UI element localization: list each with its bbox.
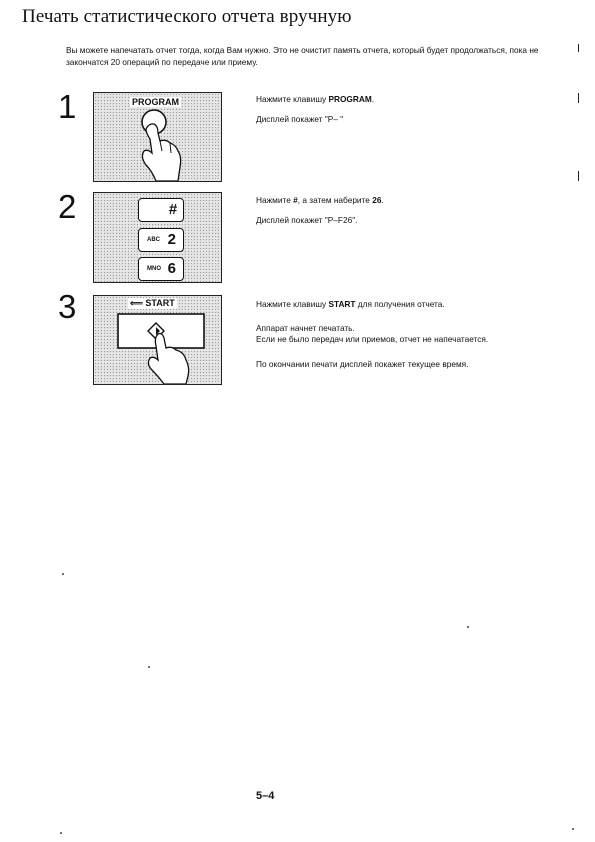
program-key-label: PROGRAM [132,97,179,107]
step-3-line-1-text: Нажмите клавишу [256,299,329,309]
step-2-line-1-text: Нажмите [256,195,294,205]
page-number: 5–4 [256,790,275,802]
step-1-number: 1 [58,88,77,125]
key-6-letters: MNO [147,266,161,272]
start-label-text: START [145,298,175,308]
step-1-line-1-end: . [371,94,375,104]
scan-mark [578,44,579,52]
key-2 [138,228,184,252]
start-key-name: START [328,299,356,309]
hand-pressing-start-icon [94,296,221,384]
step-3-number: 3 [58,288,77,325]
key-2-letters: ABC [147,237,160,243]
hand-pressing-program-icon [94,93,221,181]
start-arrow-icon: ⟸ [130,298,146,308]
step-2-illustration [93,192,222,283]
hash-key-name: # [293,195,298,205]
step-1-illustration [93,92,222,182]
step-3-line-4-text: По окончании печати дисплей покажет текущее время. [256,359,469,369]
step-1-line-2-text: Дисплей покажет "P– " [256,114,344,124]
step-3-line-1-end: для получения отчета. [355,299,445,309]
step-3-instructions [256,299,488,379]
page-title: Печать статистического отчета вручную [22,6,352,27]
key-6 [138,257,184,281]
scan-mark [578,171,579,181]
step-3-illustration [93,295,222,385]
code-26: 26 [372,195,382,205]
key-6-digit: 6 [167,260,176,277]
step-1-line-1-text: Нажмите клавишу [256,94,329,104]
scan-mark [578,93,579,103]
step-2-instructions [256,195,384,235]
scan-speck [148,666,150,668]
scan-speck [572,828,574,830]
scan-speck [60,832,62,834]
step-3-line-3-text: Если не было передач или приемов, отчет не напечатается. [256,334,489,344]
intro-paragraph: Вы можете напечатать отчет тогда, когда Вам нужно. Это не очистит память отчета, который будет продолжаться, пока не закончатся 20 операций по передаче или приему. [66,45,539,67]
step-2-number: 2 [58,188,77,225]
step-2-line-2-text: Дисплей покажет "P–F26". [256,215,358,225]
step-3-line-2-text: Аппарат начнет печатать. [256,323,355,333]
step-1-instructions [256,94,374,134]
program-key-name: PROGRAM [328,94,372,104]
hash-key-digit: # [168,201,177,218]
step-2-line-1-mid: , а затем наберите [297,195,373,205]
step-2-line-1-end: . [381,195,384,205]
scan-speck [467,626,469,628]
scan-speck [62,573,64,575]
key-2-digit: 2 [167,231,176,248]
hash-key [138,198,184,222]
